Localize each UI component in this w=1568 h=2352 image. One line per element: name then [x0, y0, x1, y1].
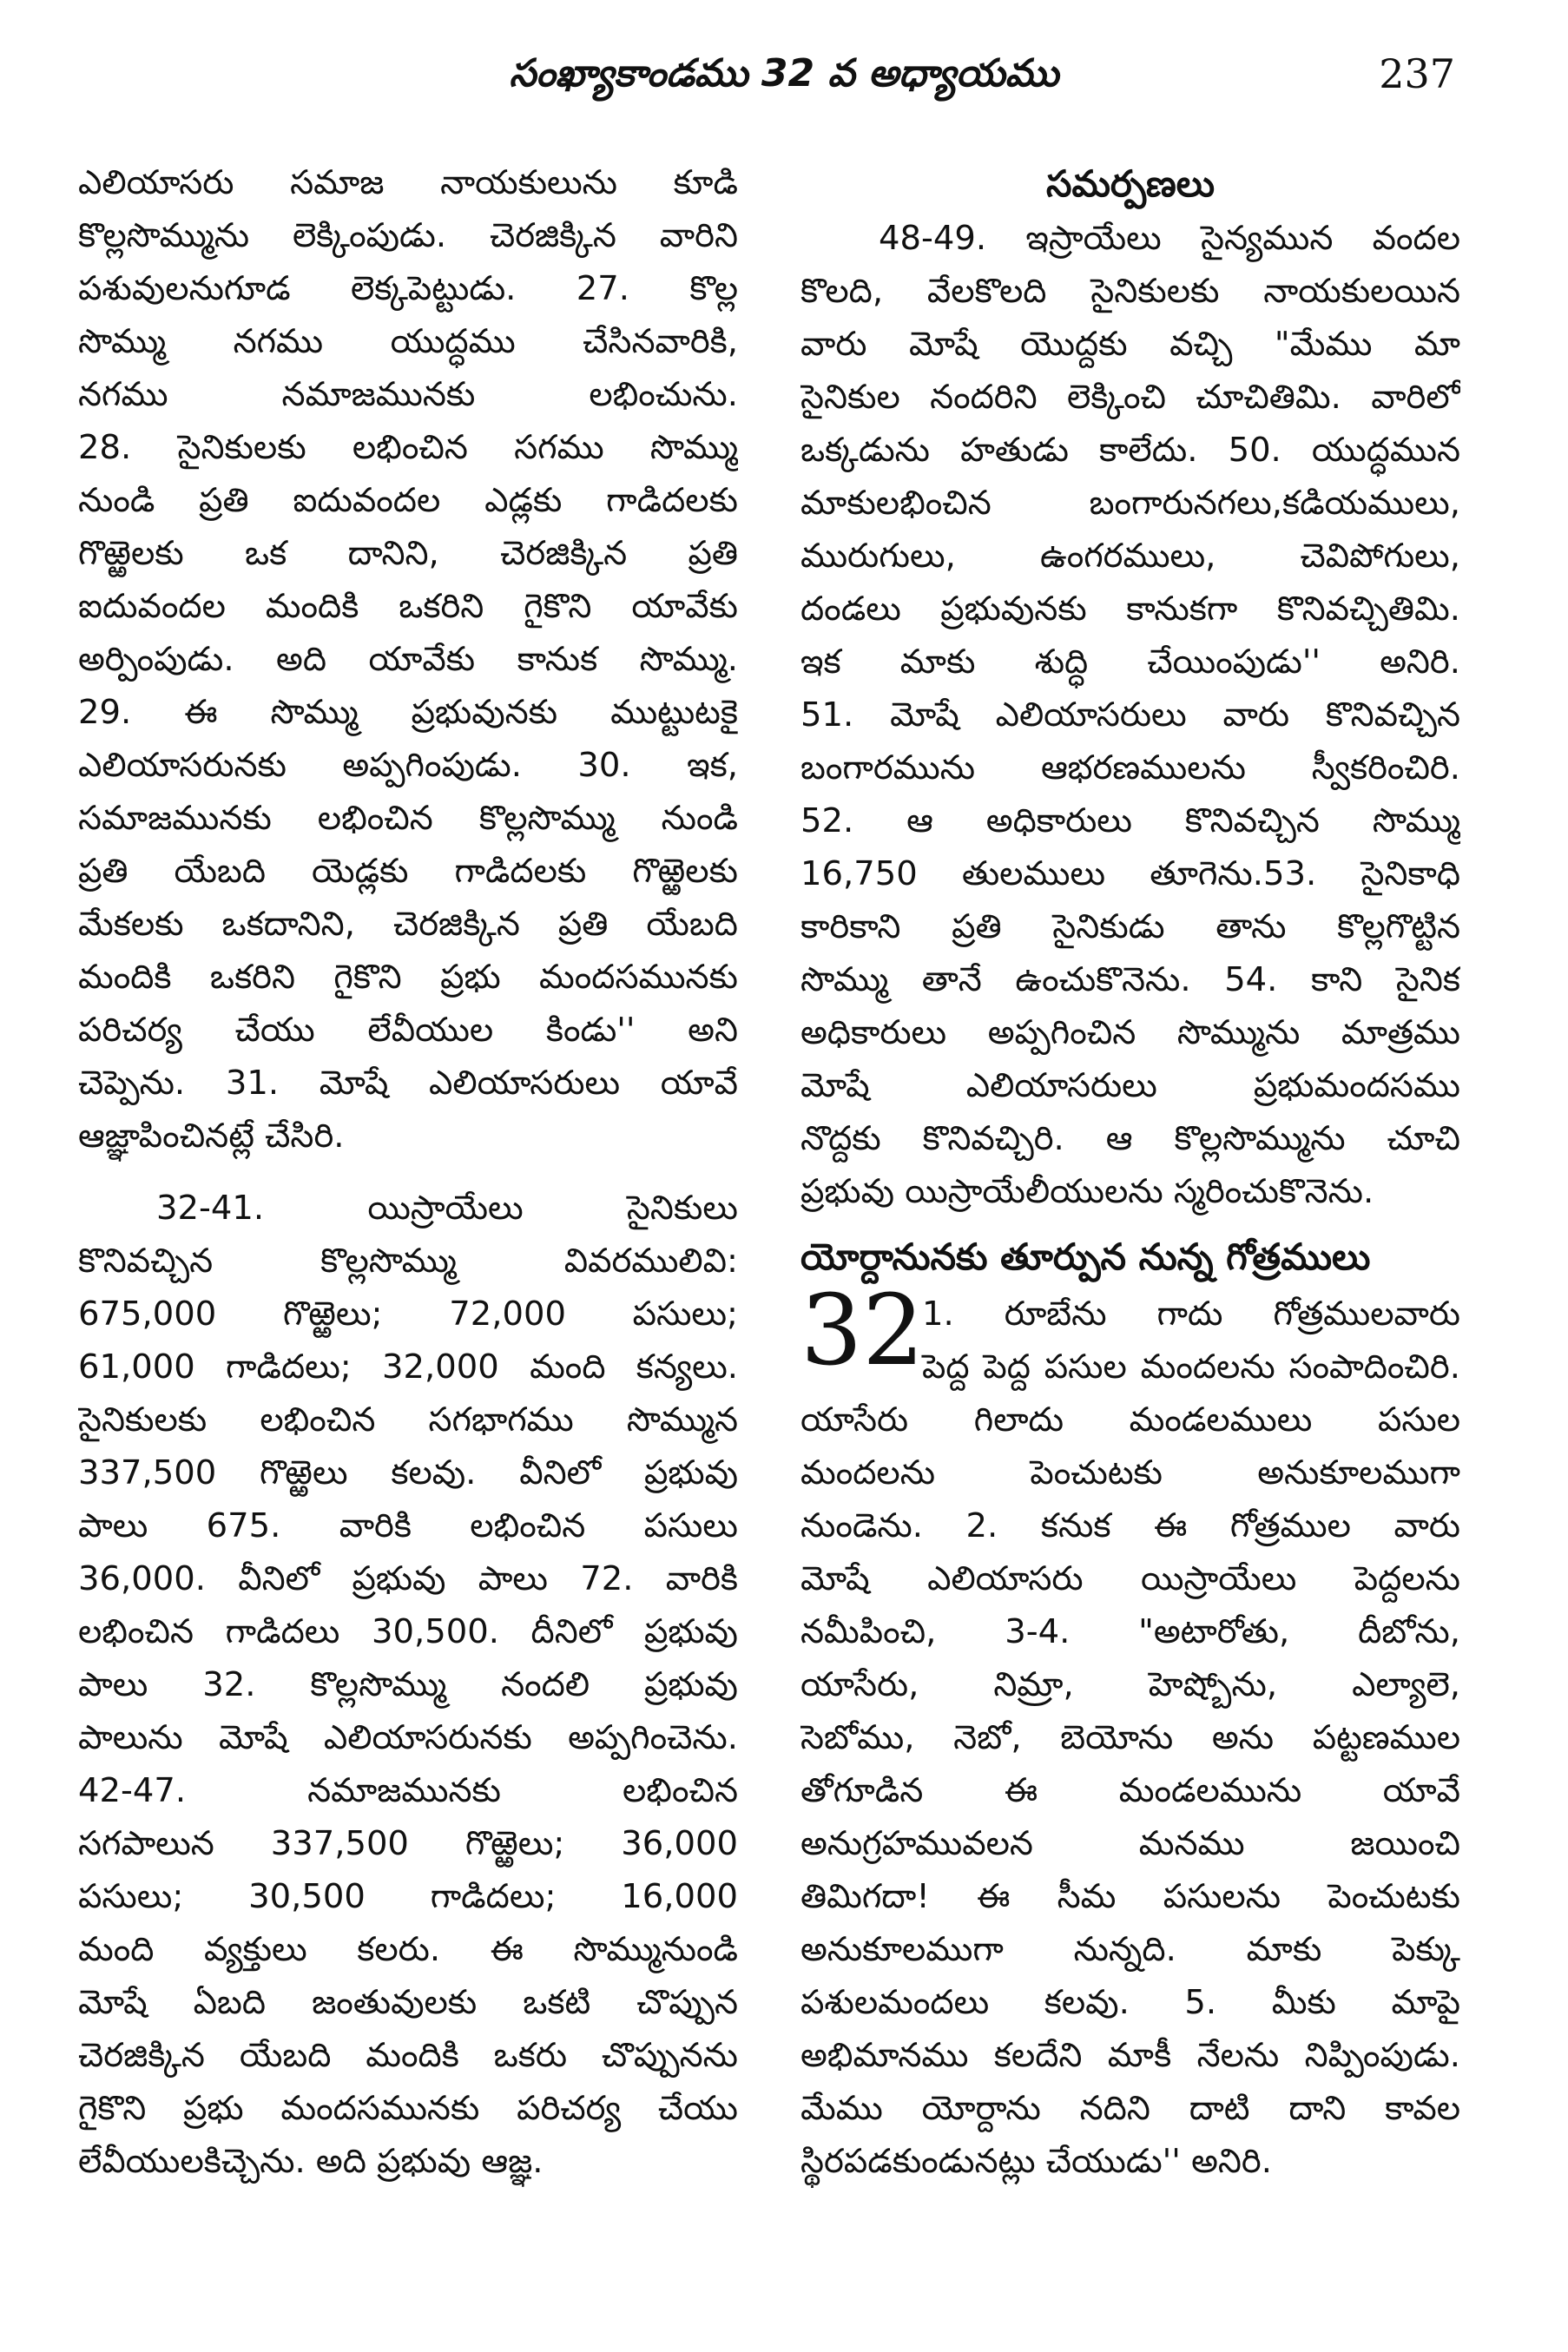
text-line: నగము నమాజమునకు లభించును.: [78, 375, 738, 414]
text-line: నుండి ప్రతి ఐదువందల ఎడ్లకు గాడిదలకు: [78, 481, 738, 520]
text-line: ఎలియాసరునకు అప్పగింపుడు. 30. ఇక,: [78, 746, 738, 785]
page-number: 237: [1379, 50, 1455, 97]
text-line: 1. రూబేను గాదు గోత్రములవారు: [922, 1295, 1460, 1334]
text-line: మురుగులు, ఉంగరములు, చెవిపోగులు,: [800, 537, 1460, 576]
offerings-section: [800, 212, 1460, 1218]
text-line: నుండెను. 2. కనుక ఈ గోత్రముల వారు: [800, 1506, 1460, 1545]
text-line: 16,750 తులములు తూగెను.53. సైనికాధి: [800, 854, 1460, 893]
text-line: పశులమందలు కలవు. 5. మీకు మాపై: [800, 1983, 1460, 2022]
text-line: గైకొని ప్రభు మందసమునకు పరిచర్య చేయు: [78, 2089, 738, 2128]
text-line: 52. ఆ అధికారులు కొనివచ్చిన సొమ్ము: [800, 801, 1460, 840]
chapter-number-dropcap: 32: [800, 1275, 925, 1387]
text-line: పసులు; 30,500 గాడిదలు; 16,000: [78, 1877, 738, 1916]
text-line: నమీపించి, 3-4. "అటారోతు, దీబోను,: [800, 1612, 1460, 1651]
text-line: ఐదువందల మందికి ఒకరిని గైకొని యావేకు: [78, 587, 738, 626]
left-column: [78, 156, 738, 2309]
text-line: యాసేరు గిలాదు మండలములు పసుల: [800, 1400, 1460, 1440]
text-line: కొల్లసొమ్మును లెక్కింపుడు. చెరజిక్కిన వారిని: [78, 216, 738, 255]
text-line: చెరజిక్కిన యేబది మందికి ఒకరు చొప్పునను: [78, 2036, 738, 2075]
text-line: 675,000 గొఱ్ఱెలు; 72,000 పసులు;: [78, 1295, 738, 1334]
text-line: ఆజ్ఞాపించినట్లే చేసిరి.: [78, 1117, 345, 1156]
text-line: పశువులనుగూడ లెక్కపెట్టుడు. 27. కొల్ల: [78, 269, 738, 308]
text-line: 48-49. ఇస్రాయేలు సైన్యమున వందల: [879, 219, 1460, 258]
text-line: పాలును మోషే ఎలియాసరునకు అప్పగించెను.: [78, 1718, 738, 1757]
text-line: తోగూడిన ఈ మండలమును యావే: [800, 1771, 1460, 1810]
text-line: మందలను పెంచుటకు అనుకూలముగా: [800, 1453, 1460, 1492]
text-line: మేకలకు ఒకదానిని, చెరజిక్కిన ప్రతి యేబది: [78, 905, 738, 944]
text-line: స్థిరపడకుండునట్లు చేయుడు'' అనిరి.: [800, 2142, 1272, 2181]
text-line: 28. సైనికులకు లభించిన సగము సొమ్ము: [78, 428, 738, 467]
text-line: బంగారమును ఆభరణములను స్వీకరించిరి.: [800, 748, 1460, 787]
page-header: [0, 43, 1568, 122]
text-line: అనుగ్రహమువలన మనము జయించి: [800, 1824, 1460, 1863]
text-line: నొద్దకు కొనివచ్చిరి. ఆ కొల్లసొమ్మును చూచి: [800, 1119, 1460, 1158]
text-line: మేము యోర్దాను నదిని దాటి దాని కావల: [800, 2089, 1460, 2128]
text-line: సైనికులకు లభించిన సగభాగము సొమ్మున: [78, 1400, 738, 1440]
text-line: పాలు 32. కొల్లసొమ్ము నందలి ప్రభువు: [78, 1665, 738, 1704]
text-line: తిమిగదా! ఈ సీమ పసులను పెంచుటకు: [800, 1877, 1460, 1916]
text-line: 61,000 గాడిదలు; 32,000 మంది కన్యలు.: [78, 1347, 738, 1387]
text-line: అభిమానము కలదేని మాకీ నేలను నిప్పింపుడు.: [800, 2036, 1460, 2075]
text-line: గొఱ్ఱెలకు ఒక దానిని, చెరజిక్కిన ప్రతి: [78, 534, 738, 573]
text-line: ఒక్కడును హతుడు కాలేదు. 50. యుద్ధమున: [800, 431, 1460, 470]
text-line: 29. ఈ సొమ్ము ప్రభువునకు ముట్టుటకై: [78, 693, 738, 732]
text-line: మందికి ఒకరిని గైకొని ప్రభు మందసమునకు: [78, 958, 738, 997]
text-line: ఇక మాకు శుద్ధి చేయింపుడు'' అనిరి.: [800, 642, 1460, 682]
tribes-section: [800, 1393, 1460, 2188]
text-line: 337,500 గొఱ్ఱెలు కలవు. వీనిలో ప్రభువు: [78, 1453, 738, 1492]
text-line: లభించిన గాడిదలు 30,500. దీనిలో ప్రభువు: [78, 1612, 738, 1651]
text-line: 42-47. నమాజమునకు లభించిన: [78, 1771, 738, 1810]
text-line: సమాజమునకు లభించిన కొల్లసొమ్ము నుండి: [78, 799, 738, 838]
text-line: మంది వ్యక్తులు కలరు. ఈ సొమ్మునుండి: [78, 1930, 738, 1969]
text-line: సైనికుల నందరిని లెక్కించి చూచితిమి. వారిలో: [800, 378, 1460, 417]
text-line: లేవీయులకిచ్చెను. అది ప్రభువు ఆజ్ఞ.: [78, 2142, 544, 2181]
text-line: పరిచర్య చేయు లేవీయుల కిండు'' అని: [78, 1011, 738, 1050]
text-line: ప్రతి యేబది యెడ్లకు గాడిదలకు గొఱ్ఱెలకు: [78, 852, 738, 891]
text-line: ప్రభువు యిస్రాయేలీయులను స్మరించుకొనెను.: [800, 1172, 1374, 1211]
text-line: అధికారులు అప్పగించిన సొమ్మును మాత్రము: [800, 1013, 1460, 1052]
running-title: సంఖ్యాకాండము 32 వ అధ్యాయము: [509, 51, 1059, 96]
text-line: కొనివచ్చిన కొల్లసొమ్ము వివరములివి:: [78, 1242, 738, 1281]
text-line: వారు మోషే యొద్దకు వచ్చి "మేము మా: [800, 325, 1460, 364]
text-line: సొమ్ము నగము యుద్ధము చేసినవారికి,: [78, 322, 738, 361]
text-line: సెబోము, నెబో, బెయోను అను పట్టణముల: [800, 1718, 1460, 1757]
text-line: చెప్పెను. 31. మోషే ఎలియాసరులు యావే: [78, 1064, 738, 1103]
text-line: 32-41. యిస్రాయేలు సైనికులు: [156, 1189, 738, 1228]
text-line: ఎలియాసరు సమాజ నాయకులును కూడి: [78, 163, 738, 202]
text-line: కారికాని ప్రతి సైనికుడు తాను కొల్లగొట్టిన: [800, 907, 1460, 946]
text-line: అర్పింపుడు. అది యావేకు కానుక సొమ్ము.: [78, 640, 738, 679]
text-line: 51. మోషే ఎలియాసరులు వారు కొనివచ్చిన: [800, 695, 1460, 735]
text-line: సొమ్ము తానే ఉంచుకొనెను. 54. కాని సైనిక: [800, 960, 1460, 999]
text-line: మోషే ఎలియాసరు యిస్రాయేలు పెద్దలను: [800, 1559, 1460, 1598]
text-line: సగపాలున 337,500 గొఱ్ఱెలు; 36,000: [78, 1824, 738, 1863]
section-heading-tribes-east-of-jordan: యోర్దానునకు తూర్పున నున్న గోత్రములు: [800, 1235, 1371, 1278]
text-line: అనుకూలముగా నున్నది. మాకు పెక్కు: [800, 1930, 1460, 1969]
text-line: పాలు 675. వారికి లభించిన పసులు: [78, 1506, 738, 1545]
text-line: పెద్ద పెద్ద పసుల మందలను సంపాదించిరి.: [922, 1347, 1460, 1387]
text-line: కొలది, వేలకొలది సైనికులకు నాయకులయిన: [800, 272, 1460, 311]
text-line: మాకులభించిన బంగారునగలు,కడియములు,: [800, 484, 1460, 523]
text-line: మోషే ఏబది జంతువులకు ఒకటి చొప్పున: [78, 1983, 738, 2022]
section-heading-offerings: సమర్పణలు: [1045, 162, 1216, 205]
chapter-start: [800, 1275, 1460, 1393]
text-line: యాసేరు, నిమ్రా, హెష్బోను, ఎల్యాలె,: [800, 1665, 1460, 1704]
text-line: మోషే ఎలియాసరులు ప్రభుమందసము: [800, 1066, 1460, 1105]
text-line: దండలు ప్రభువునకు కానుకగా కొనివచ్చితిమి.: [800, 590, 1460, 629]
right-column: [800, 156, 1460, 2309]
text-line: 36,000. వీనిలో ప్రభువు పాలు 72. వారికి: [78, 1559, 738, 1598]
